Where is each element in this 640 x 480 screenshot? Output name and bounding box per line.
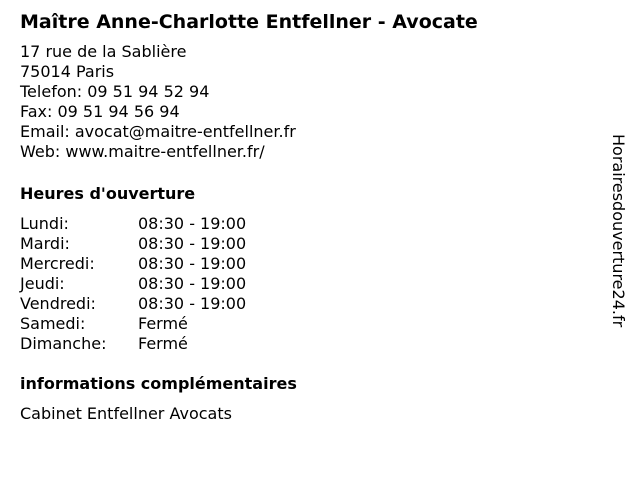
address-street: 17 rue de la Sablière bbox=[20, 42, 187, 61]
hours-day: Mardi: bbox=[20, 234, 70, 253]
hours-day: Samedi: bbox=[20, 314, 86, 333]
address-city: 75014 Paris bbox=[20, 62, 115, 81]
hours-time: 08:30 - 19:00 bbox=[138, 214, 247, 233]
hours-time: 08:30 - 19:00 bbox=[138, 234, 247, 253]
info-text: Cabinet Entfellner Avocats bbox=[20, 404, 232, 423]
hours-day: Lundi: bbox=[20, 214, 69, 233]
hours-row-thursday bbox=[20, 274, 600, 294]
hours-row-monday bbox=[20, 214, 600, 234]
hours-day: Mercredi: bbox=[20, 254, 95, 273]
hours-day: Jeudi: bbox=[20, 274, 65, 293]
phone-line: Telefon: 09 51 94 52 94 bbox=[20, 82, 210, 101]
hours-row-wednesday bbox=[20, 254, 600, 274]
hours-time: Fermé bbox=[138, 334, 188, 353]
hours-row-sunday bbox=[20, 334, 600, 354]
info-heading: informations complémentaires bbox=[20, 374, 297, 393]
business-name: Maître Anne-Charlotte Entfellner - Avocate bbox=[20, 11, 478, 33]
hours-day: Dimanche: bbox=[20, 334, 107, 353]
hours-list bbox=[20, 214, 600, 354]
hours-time: Fermé bbox=[138, 314, 188, 333]
fax-line: Fax: 09 51 94 56 94 bbox=[20, 102, 180, 121]
brand-watermark: Horairesdouverture24.fr bbox=[609, 134, 628, 328]
business-card bbox=[20, 10, 600, 424]
hours-time: 08:30 - 19:00 bbox=[138, 254, 247, 273]
hours-row-friday bbox=[20, 294, 600, 314]
hours-row-tuesday bbox=[20, 234, 600, 254]
hours-row-saturday bbox=[20, 314, 600, 334]
email-line: Email: avocat@maitre-entfellner.fr bbox=[20, 122, 296, 141]
hours-day: Vendredi: bbox=[20, 294, 96, 313]
web-line: Web: www.maitre-entfellner.fr/ bbox=[20, 142, 265, 161]
hours-time: 08:30 - 19:00 bbox=[138, 274, 247, 293]
hours-time: 08:30 - 19:00 bbox=[138, 294, 247, 313]
hours-heading: Heures d'ouverture bbox=[20, 184, 196, 203]
